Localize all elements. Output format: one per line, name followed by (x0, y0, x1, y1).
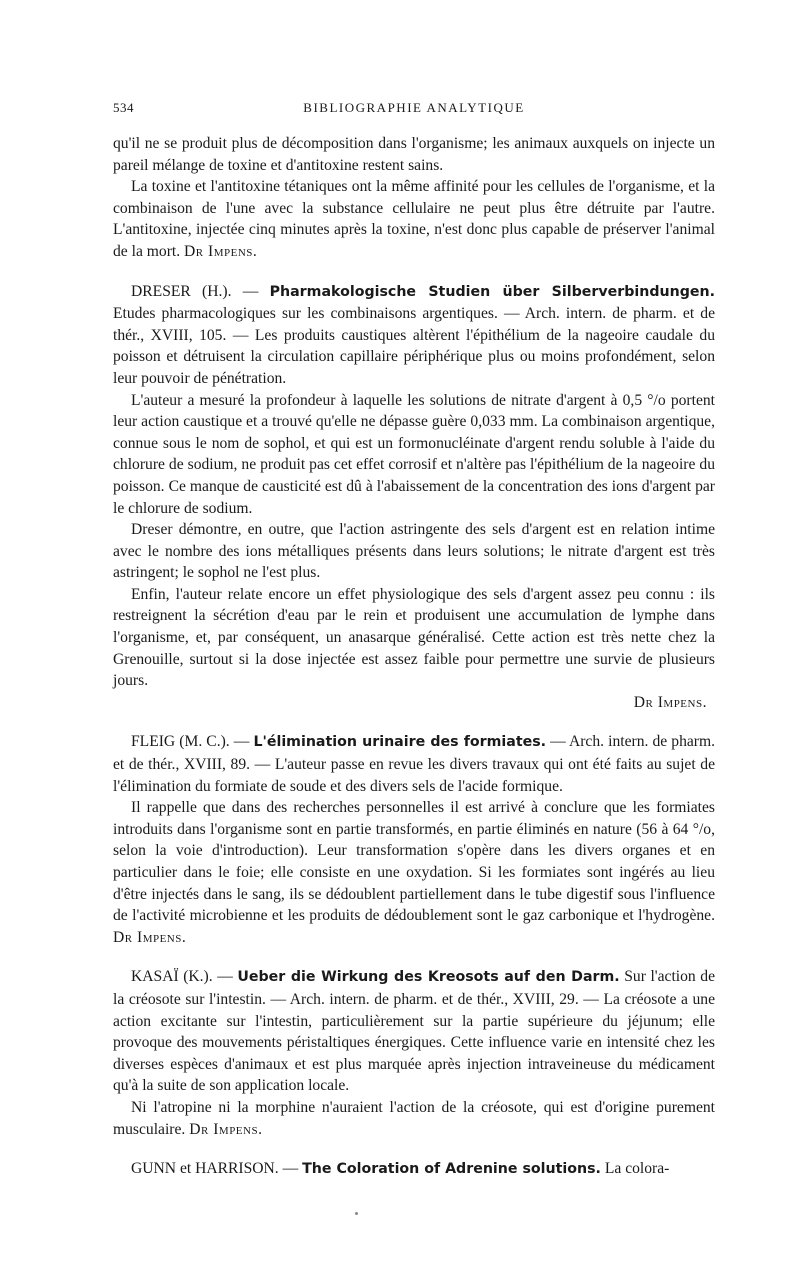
paragraph-text: Ni l'atropine ni la morphine n'auraient l'action de la créosote, qui est d'origine purement musculaire. (113, 1098, 715, 1138)
entry-continuation (113, 133, 715, 263)
entry-kasai (113, 966, 715, 1140)
running-header (113, 100, 715, 120)
entry-lead: Etudes pharmacologiques sur les combinaisons argentiques. — Arch. intern. de pharm. et de thér., XVIII, 105. — Les produits caustiques altèrent l'épithélium de la nageoire caudale du poisson et détruisent la circulation capillaire périphérique plus ou moins profondément, selon leur pouvoir de pénétration. (113, 305, 715, 387)
signature: Dr Impens. (189, 1120, 263, 1138)
entry-heading: KASAÏ (K.). — Ueber die Wirkung des Kreosots auf den Darm. Sur l'action de la créosote sur l'intestin. — Arch. intern. de pharm. et de thér., XVIII, 29. — La créosote a une action excitante sur l'intestin, particulièrement sur la partie supérieure du jéjunum; elle provoque des mouvements péristaltiques énergiques. Cette influence varie en intensité chez les diverses espèces d'animaux et est plus marquée après injection intraveineuse du médicament qu'à la suite de son application locale. (113, 968, 715, 1095)
entry-author: DRESER (H.). (131, 282, 232, 300)
entry-author: FLEIG (M. C.). (131, 733, 230, 751)
entry-lead: La colora- (600, 1160, 670, 1178)
entry-heading: FLEIG (M. C.). — L'élimination urinaire des formiates. — Arch. intern. de pharm. et de thér., XVIII, 89. — L'auteur passe en revue les divers travaux qui ont été faits au sujet de l'élimination du formiate de soude et des divers sels de l'acide formique. (113, 733, 716, 795)
entry-title: L'élimination urinaire des formiates. (253, 734, 547, 751)
signature: Dr Impens. (113, 928, 187, 946)
running-title: BIBLIOGRAPHIE ANALYTIQUE (303, 100, 525, 115)
paragraph: L'auteur a mesuré la profondeur à laquelle les solutions de nitrate d'argent à 0,5 °/o portent leur action caustique et a trouvé qu'elle ne dépasse guère 0,033 mm. La combinaison argentique, connue sous le nom de sophol, et qui est un formonucléinate d'argent rendu soluble à l'aide du chlorure de sodium, ne produit pas cet effet corrosif et n'altère pas l'épithélium de la nageoire du poisson. Ce manque de causticité est dû à l'abaissement de la concentration des ions d'argent par le chlorure de sodium. (113, 391, 715, 517)
paragraph: qu'il ne se produit plus de décomposition dans l'organisme; les animaux auxquels on injecte un pareil mélange de toxine et d'antitoxine restent sains. (113, 135, 715, 174)
entry-title: The Coloration of Adrenine solutions. (302, 1161, 601, 1178)
print-speck (355, 1212, 358, 1215)
entry-lead: Sur l'action de la créosote sur l'intestin. — Arch. intern. de pharm. et de thér., XVIII, 29. — La créosote a une action excitante sur l'intestin, particulièrement sur la partie supérieure du jéjunum; elle provoque des mouvements péristaltiques énergiques. Cette influence varie en intensité chez les diverses espèces d'animaux et est plus marquée après injection intraveineuse du médicament qu'à la suite de son application locale. (113, 968, 715, 1095)
article-body (113, 133, 715, 1181)
paragraph-with-signature (113, 797, 715, 948)
entry-author: GUNN et HARRISON. (131, 1160, 279, 1178)
entry-heading: DRESER (H.). — Pharmakologische Studien über Silberverbindungen. Etudes pharmacologiques sur les combinaisons argentiques. — Arch. intern. de pharm. et de thér., XVIII, 105. — Les produits caustiques altèrent l'épithélium de la nageoire caudale du poisson et détruisent la circulation capillaire périphérique plus ou moins profondément, selon leur pouvoir de pénétration. (113, 282, 715, 387)
paragraph: Enfin, l'auteur relate encore un effet physiologique des sels d'argent assez peu connu : ils restreignent la sécrétion d'eau par le rein et produisent une accumulation de lymphe dans l'organisme, et, par conséquent, un anasarque généralisé. Cette action est très nette chez la Grenouille, surtout si la dose injectée est assez faible pour permettre une survie de plusieurs jours. (113, 585, 715, 690)
entry-dreser (113, 281, 715, 714)
paragraph-with-signature (113, 176, 715, 262)
paragraph-text: Il rappelle que dans des recherches personnelles il est arrivé à conclure que les formiates introduits dans l'organisme sont en partie transformés, en partie éliminés en nature (56 à 64 °/o, selon la voie d'introduction). Leur transformation s'opère dans les divers organes et en particulier dans le foie; elle consiste en une oxydation. Si les formiates sont ingérés au lieu d'être injectés dans le sang, ils se dédoublent partiellement dans le tube digestif sous l'influence de l'activité microbienne et les produits de dédoublement sont le gaz carbonique et l'hydrogène. (113, 799, 715, 925)
entry-title: Pharmakologische Studien über Silberverbindungen. (269, 283, 715, 300)
paragraph-text: La toxine et l'antitoxine tétaniques ont la même affinité pour les cellules de l'organisme, et la combinaison de l'une avec la substance cellulaire ne peut plus être détruite par l'autre. L'antitoxine, injectée cinq minutes après la toxine, n'est donc plus capable de préserver l'animal de la mort. (113, 178, 715, 260)
page-number: 534 (113, 100, 134, 115)
signature: Dr Impens. (184, 242, 258, 260)
paragraph: Dreser démontre, en outre, que l'action astringente des sels d'argent est en relation intime avec le nombre des ions métalliques présents dans leurs solutions; le nitrate d'argent est très astringent; le sophol ne l'est plus. (113, 521, 715, 582)
entry-gunn-harrison (113, 1158, 715, 1181)
entry-lead: — Arch. intern. de pharm. et de thér., XVIII, 89. — L'auteur passe en revue les divers travaux qui ont été faits au sujet de l'élimination du formiate de soude et des divers sels de l'acide formique. (113, 733, 716, 795)
entry-author: KASAÏ (K.). (131, 968, 213, 986)
signature: Dr Impens. (633, 693, 707, 711)
paragraph-with-signature (113, 1097, 715, 1140)
entry-fleig (113, 731, 715, 948)
entry-title: Ueber die Wirkung des Kreosots auf den Darm. (237, 969, 620, 986)
entry-heading: GUNN et HARRISON. — The Coloration of Adrenine solutions. La colora- (131, 1160, 670, 1178)
